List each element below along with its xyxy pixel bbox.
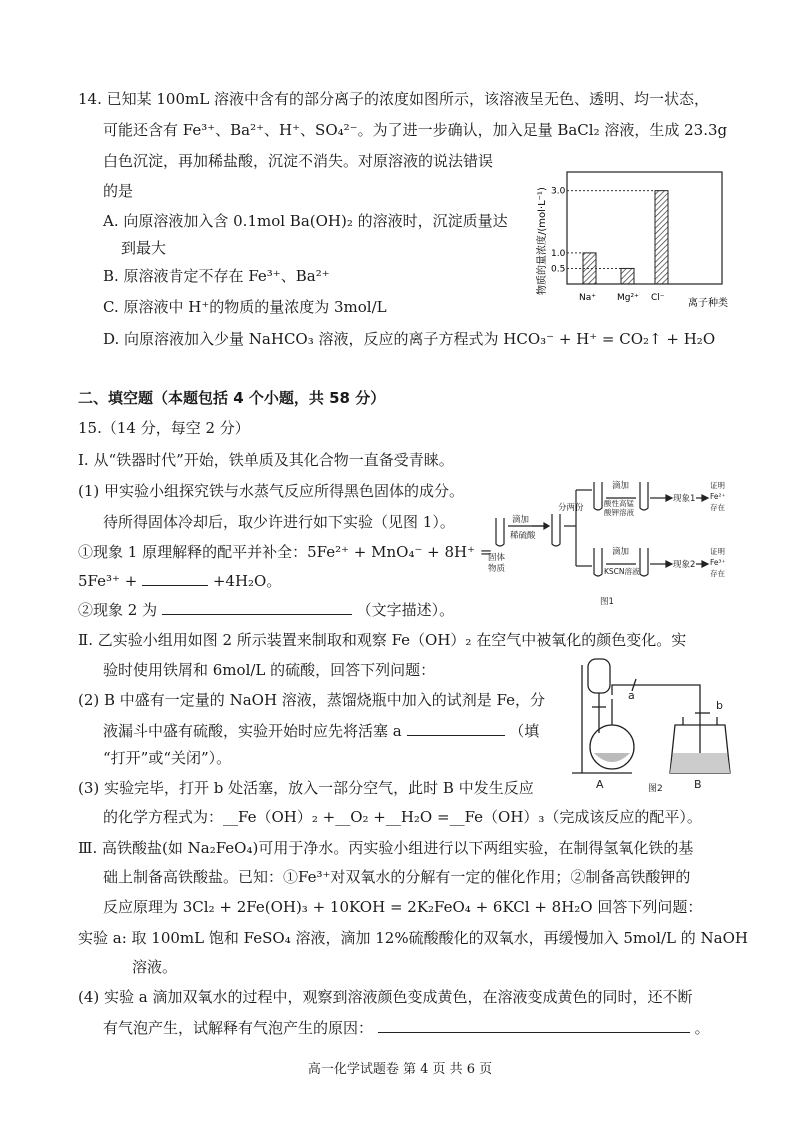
q15-s2c: “打开”或“关闭”）。 (103, 749, 232, 767)
q15-s1a: (1) 甲实验小组探究铁与水蒸气反应所得黑色固体的成分。 (78, 482, 465, 500)
chart-xlabel: 离子种类 (688, 298, 728, 309)
answer-blank-1[interactable] (142, 570, 208, 586)
q14-option-d: D. 向原溶液加入少量 NaHCO₃ 溶液，反应的离子方程式为 HCO₃⁻ + H⁺ = CO₂↑ + H₂O (103, 330, 716, 348)
x-tick-label: Mg²⁺ (617, 293, 639, 303)
fig1-proof2b: Fe³⁺ (710, 558, 726, 567)
q15-part3-line2: 础上制备高铁酸盐。已知：①Fe³⁺对双氧水的分解有一定的催化作用；②制备高铁酸钾的 (103, 868, 691, 886)
q14-line3: 白色沉淀，再加稀盐酸，沉淀不消失。对原溶液的说法错误 (103, 152, 494, 170)
q15-s1e (78, 599, 454, 620)
fig2-label-a: a (628, 689, 635, 702)
ion-concentration-chart (525, 160, 735, 320)
fig1-caption: 图1 (600, 597, 614, 607)
experiment-a-line2: 溶液。 (132, 958, 178, 976)
y-tick-label: 1.0 (551, 248, 566, 259)
fig1-solid-line1: 固体 (488, 553, 506, 563)
fig1-add2: 滴加 (612, 481, 630, 491)
fig1-phenomenon1: 现象1 (673, 494, 696, 504)
q15-s4b-post: 。 (694, 1019, 710, 1037)
q15-s2b-post: （填 (509, 722, 540, 740)
x-tick-label: Na⁺ (579, 293, 596, 303)
figure-1-flowchart (488, 478, 733, 610)
experiment-a-line1: 实验 a: 取 100mL 饱和 FeSO₄ 溶液，滴加 12%硫酸酸化的双氧水，再缓慢加入 5mol/L 的 NaOH (78, 929, 748, 947)
fig2-label-A: A (596, 778, 604, 791)
answer-blank-4[interactable] (378, 1017, 690, 1033)
q15-s2b (103, 720, 539, 741)
q14-option-a-cont: 到最大 (121, 239, 167, 257)
section-2-heading: 二、填空题（本题包括 4 个小题，共 58 分） (78, 389, 386, 407)
fig1-split: 分两份 (558, 503, 584, 513)
q15-s3b: 的化学方程式为：__Fe（OH）₂ +__O₂ +__H₂O =__Fe（OH）₃（完成该反应的配平）。 (103, 808, 702, 826)
q15-s3a: (3) 实验完毕，打开 b 处活塞，放入一部分空气，此时 B 中发生反应 (78, 779, 534, 797)
q15-heading: 15.（14 分，每空 2 分） (78, 419, 250, 437)
figure-2-apparatus (570, 655, 740, 795)
fig1-proof2a: 证明 (710, 547, 725, 556)
q15-s1d-post: +4H₂O。 (212, 572, 282, 590)
chart-ylabel: 物质的量浓度/(mol·L⁻¹) (537, 187, 548, 295)
fig1-kscn: KSCN溶液 (604, 567, 640, 576)
fig1-proof2c: 存在 (710, 569, 725, 578)
fig1-kmno4-line1: 酸性高锰 (604, 499, 634, 508)
q14-option-c: C. 原溶液中 H⁺的物质的量浓度为 3mol/L (103, 298, 387, 316)
fig1-solid-line2: 物质 (488, 564, 506, 574)
q15-s2a: (2) B 中盛有一定量的 NaOH 溶液，蒸馏烧瓶中加入的试剂是 Fe，分 (78, 691, 546, 709)
q15-s1c: ①现象 1 原理解释的配平并补全：5Fe²⁺ + MnO₄⁻ + 8H⁺ = (78, 543, 493, 561)
q15-part3-line3: 反应原理为 3Cl₂ + 2Fe(OH)₃ + 10KOH = 2K₂FeO₄ + 6KCl + 8H₂O 回答下列问题： (103, 898, 703, 916)
q15-s4b (103, 1017, 710, 1038)
q15-part1-intro: Ⅰ. 从“铁器时代”开始，铁单质及其化合物一直备受青睐。 (78, 451, 454, 469)
q14-line4: 的是 (103, 182, 134, 200)
q15-s2b-pre: 液漏斗中盛有硫酸，实验开始时应先将活塞 a (103, 722, 402, 740)
q14-option-a: A. 向原溶液加入含 0.1mol Ba(OH)₂ 的溶液时，沉淀质量达 (103, 212, 508, 230)
fig1-acid: 稀硫酸 (510, 531, 536, 541)
q14-line1: 14. 已知某 100mL 溶液中含有的部分离子的浓度如图所示，该溶液呈无色、透明、均一状态， (78, 90, 709, 108)
y-tick-label: 0.5 (551, 264, 566, 275)
fig1-proof1c: 存在 (710, 503, 725, 512)
fig1-add1: 滴加 (512, 515, 530, 525)
page-footer: 高一化学试题卷 第 4 页 共 6 页 (307, 1062, 493, 1077)
q15-s4b-pre: 有气泡产生，试解释有气泡产生的原因： (103, 1019, 374, 1037)
bar-2 (655, 191, 668, 284)
q15-s1d (78, 570, 281, 591)
answer-blank-2[interactable] (162, 599, 352, 615)
q15-part2-line2: 验时使用铁屑和 6mol/L 的硫酸，回答下列问题： (103, 661, 436, 679)
bar-1 (621, 268, 634, 284)
q15-part2-line1: Ⅱ. 乙实验小组用如图 2 所示装置来制取和观察 Fe（OH）₂ 在空气中被氧化的颜色变化。实 (78, 631, 687, 649)
fig1-proof1a: 证明 (710, 481, 725, 490)
q15-s1d-pre: 5Fe³⁺ + (78, 572, 138, 590)
q14-option-b: B. 原溶液肯定不存在 Fe³⁺、Ba²⁺ (103, 267, 330, 285)
q15-s1b: 待所得固体冷却后，取少许进行如下实验（见图 1）。 (103, 513, 455, 531)
x-tick-label: Cl⁻ (651, 293, 665, 303)
q15-part3-line1: Ⅲ. 高铁酸盐(如 Na₂FeO₄)可用于净水。丙实验小组进行以下两组实验，在制得氢氧化铁的基 (78, 839, 694, 857)
fig2-label-b: b (716, 699, 723, 712)
fig2-caption: 图2 (648, 784, 663, 794)
fig1-phenomenon2: 现象2 (673, 560, 696, 570)
fig2-label-B: B (694, 778, 702, 791)
q14-line2: 可能还含有 Fe³⁺、Ba²⁺、H⁺、SO₄²⁻。为了进一步确认，加入足量 BaCl₂ 溶液，生成 23.3g (103, 121, 728, 139)
fig1-kmno4-line2: 酸钾溶液 (604, 508, 634, 517)
q15-s4a: (4) 实验 a 滴加双氧水的过程中，观察到溶液颜色变成黄色，在溶液变成黄色的同时，还不断 (78, 988, 693, 1006)
answer-blank-3[interactable] (407, 720, 505, 736)
q15-s1e-pre: ②现象 2 为 (78, 601, 158, 619)
fig1-proof1b: Fe²⁺ (710, 492, 726, 501)
y-tick-label: 3.0 (551, 186, 566, 197)
q15-s1e-post: （文字描述）。 (356, 601, 455, 619)
fig1-add3: 滴加 (612, 547, 630, 557)
